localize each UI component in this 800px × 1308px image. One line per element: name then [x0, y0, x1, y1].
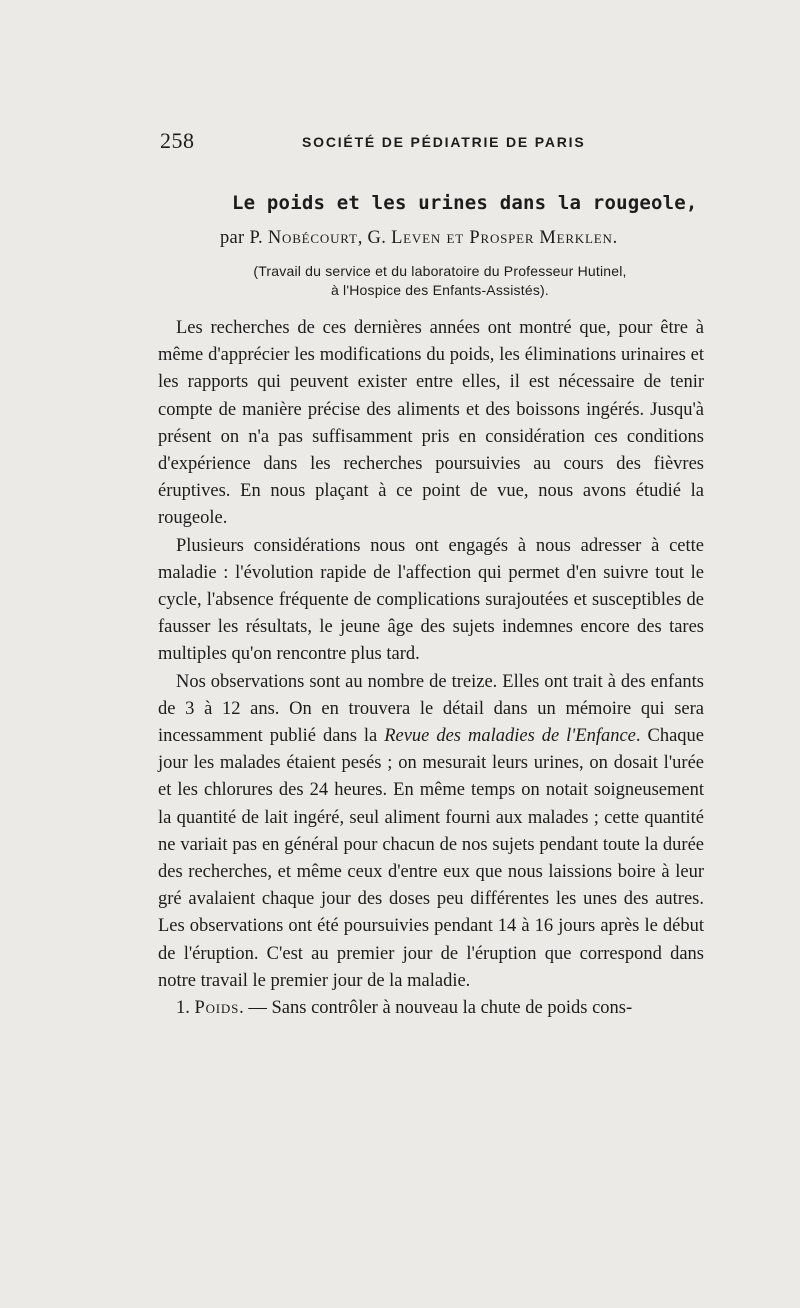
article-body [158, 315, 704, 1022]
paragraph-1: Les recherches de ces dernières années ont montré que, pour être à même d'apprécier les modifications du poids, les éliminations urinaires et les rapports qui peuvent exister entre elles, il est nécessaire de tenir compte de manière précise des aliments et des boissons ingérés. Jusqu'à présent on n'a pas suffisamment pris en considération ces conditions d'expérience dans les recherches poursuivies au cours des fièvres éruptives. En nous plaçant à ce point de vue, nous avons étudié la rougeole. [158, 318, 704, 529]
affiliation [240, 262, 640, 300]
paragraph-4-text: — Sans contrôler à nouveau la chute de poids cons- [243, 998, 633, 1019]
authors-suffix: . [612, 228, 618, 248]
page-header [160, 128, 720, 160]
author-merklen: Merklen [539, 228, 613, 248]
paragraph-3-text-b: . Chaque jour les malades étaient pesés ; on mesurait leurs urines, on dosait l'urée et les chlorures des 24 heures. En même temps on notait soigneusement la quantité de lait ingéré, seul aliment fourni aux malades ; cette quantité ne variait pas en général pour chacun de nos sujets pendant toute la durée des recherches, et même ceux d'entre eux que nous laissions boire à leur gré avalaient chaque jour des doses peu différentes les unes des autres. Les observations ont été poursuivies pendant 14 à 16 jours après le début de l'éruption. C'est au premier jour de l'éruption que correspond dans notre travail le premier jour de la maladie. [158, 726, 704, 991]
paragraph-3 [158, 669, 704, 995]
affiliation-line-1: (Travail du service et du laboratoire du Professeur Hutinel, [253, 263, 627, 279]
page-number: 258 [160, 128, 195, 153]
journal-title: Revue des maladies de l'Enfance [384, 726, 636, 747]
article-authors [220, 228, 618, 249]
paragraph-2: Plusieurs considérations nous ont engagés à nous adresser à cette maladie : l'évolution rapide de l'affection qui permet d'en suivre tout le cycle, l'absence fréquente de complications surajoutées et susceptibles de fausser les résultats, le jeune âge des sujets indemnes encore des tares multiples qu'on rencontre plus tard. [158, 535, 704, 665]
author-leven: Leven [391, 228, 442, 248]
authors-separator-2: et Prosper [441, 228, 535, 248]
section-heading: Poids [194, 998, 240, 1019]
paragraph-4: 1. Poids. — Sans contrôler à nouveau la chute de poids cons- [176, 998, 633, 1019]
authors-separator: , G. [357, 228, 387, 248]
article-title: Le poids et les urines dans la rougeole, [232, 192, 698, 214]
paragraph-3-text-a: Nos observations sont au nombre de treize. Elles ont trait à des enfants de 3 à 12 ans. On en trouvera le détail dans un mémoire qui sera incessamment publié dans la [158, 671, 704, 747]
affiliation-line-2: à l'Hospice des Enfants-Assistés). [330, 282, 549, 298]
author-nobecourt: Nobécourt [267, 228, 358, 248]
section-number: 1. [176, 998, 190, 1019]
running-head: SOCIÉTÉ DE PÉDIATRIE DE PARIS [302, 134, 586, 150]
authors-prefix: par P. [220, 228, 263, 248]
